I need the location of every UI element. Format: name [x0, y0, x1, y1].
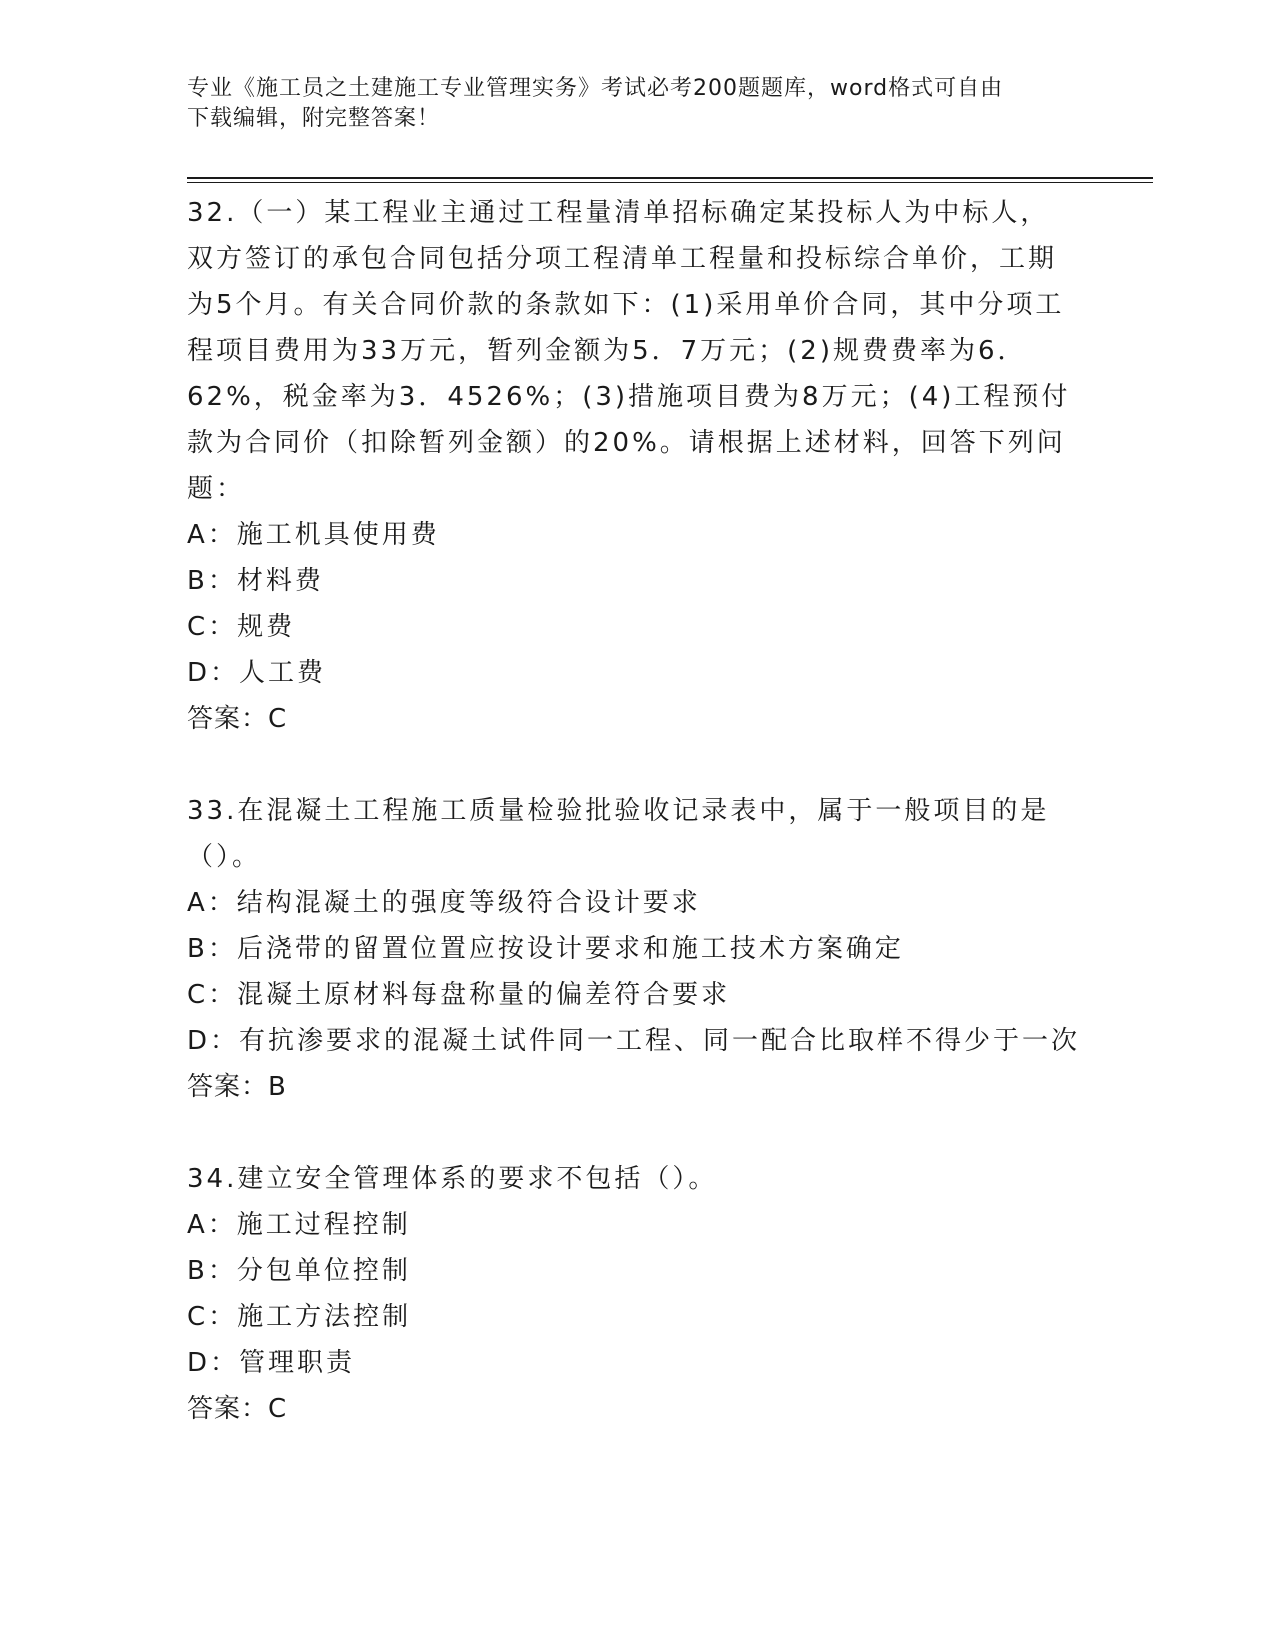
question-33 — [187, 788, 1087, 1110]
option-d: D：有抗渗要求的混凝土试件同一工程、同一配合比取样不得少于一次 — [187, 1026, 1081, 1056]
answer: 答案：C — [187, 1394, 288, 1424]
question-text: 32.（一）某工程业主通过工程量清单招标确定某投标人为中标人，双方签订的承包合同包括分项工程清单工程量和投标综合单价，工期为5个月。有关合同价款的条款如下：(1)采用单价合同，其中分项工程项目费用为33万元，暂列金额为5．7万元；(2)规费费率为6．62%，税金率为3．4526%；(3)措施项目费为8万元；(4)工程预付款为合同价（扣除暂列金额）的20%。请根据上述材料，回答下列问题： — [187, 198, 1071, 504]
document-header — [187, 74, 1067, 134]
option-c: C：施工方法控制 — [187, 1302, 412, 1332]
question-34 — [187, 1156, 1087, 1432]
header-divider-thick — [187, 177, 1153, 179]
option-a: A：施工过程控制 — [187, 1210, 411, 1240]
question-32 — [187, 190, 1087, 742]
question-gap — [187, 1110, 1087, 1156]
question-gap — [187, 742, 1087, 788]
question-text: 33.在混凝土工程施工质量检验批验收记录表中，属于一般项目的是（）。 — [187, 796, 1050, 872]
option-b: B：分包单位控制 — [187, 1256, 411, 1286]
question-list — [187, 190, 1087, 1432]
option-b: B：材料费 — [187, 566, 324, 596]
option-a: A：结构混凝土的强度等级符合设计要求 — [187, 888, 701, 918]
question-text: 34.建立安全管理体系的要求不包括（）。 — [187, 1164, 718, 1194]
option-a: A：施工机具使用费 — [187, 520, 440, 550]
option-c: C：规费 — [187, 612, 296, 642]
option-c: C：混凝土原材料每盘称量的偏差符合要求 — [187, 980, 731, 1010]
header-divider-thin — [187, 182, 1153, 183]
header-line-1: 专业《施工员之土建施工专业管理实务》考试必考200题题库，word格式可自由 — [187, 76, 1004, 101]
option-d: D：人工费 — [187, 658, 327, 688]
answer: 答案：B — [187, 1072, 287, 1102]
option-b: B：后浇带的留置位置应按设计要求和施工技术方案确定 — [187, 934, 904, 964]
option-d: D：管理职责 — [187, 1348, 356, 1378]
header-line-2: 下载编辑，附完整答案！ — [187, 106, 441, 131]
answer: 答案：C — [187, 704, 288, 734]
